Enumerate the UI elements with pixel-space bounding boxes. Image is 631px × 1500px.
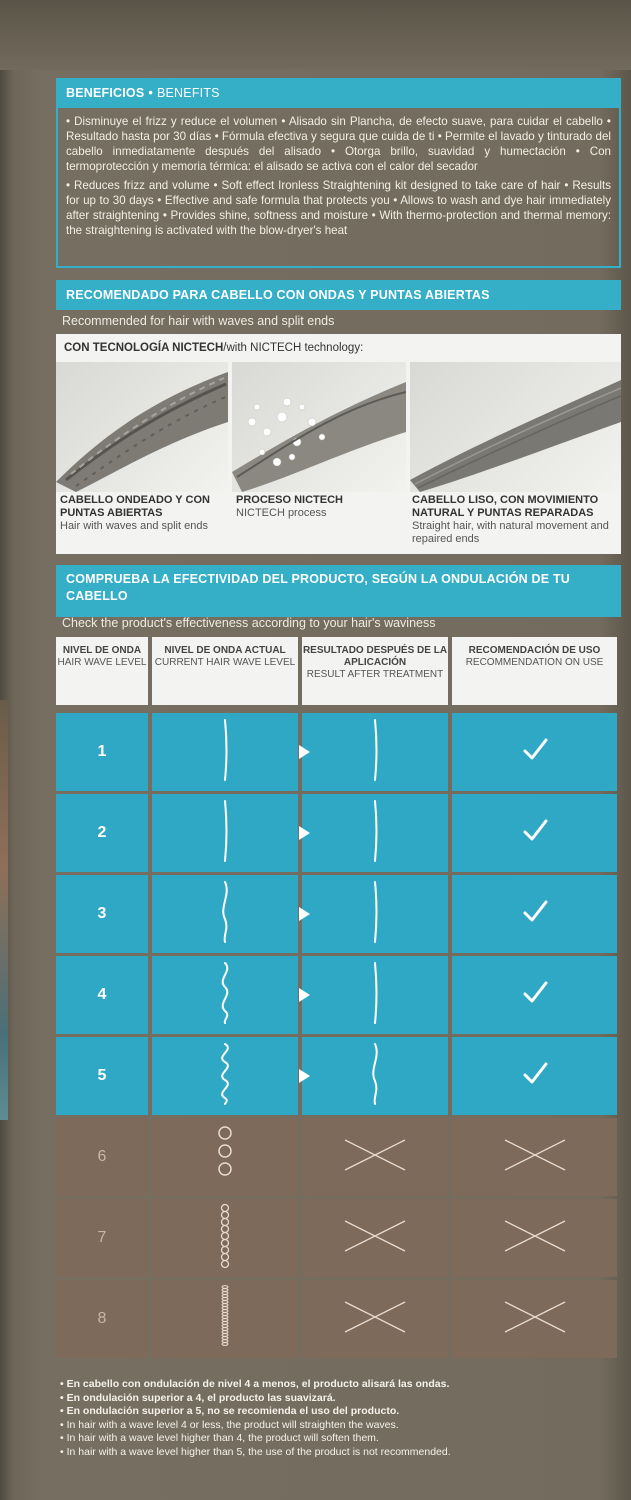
result-wave-icon bbox=[365, 715, 385, 790]
wave-icon bbox=[215, 1039, 235, 1114]
benefits-text-es: • Disminuye el frizz y reduce el volumen • Alisado sin Plancha, de efecto suave, para cuidar el cabello • Resultado hasta por 30 días • Fórmula efectiva y segura que cuida de ti • Permite el lavado y tinturado del cabello inmediatamente después del alisado • Otorga brillo, suavidad y humectación • Con termoprotección y memoria térmica: el alisado se activa con el calor del secador bbox=[66, 115, 611, 173]
check-icon bbox=[520, 897, 550, 932]
recommended-subtitle: Recommended for hair with waves and split ends bbox=[62, 314, 335, 328]
cell-level bbox=[56, 956, 148, 1034]
level-number: 8 bbox=[97, 1310, 107, 1327]
cell-current-wave bbox=[152, 956, 298, 1034]
check-icon bbox=[520, 816, 550, 851]
level-number: 2 bbox=[97, 824, 107, 841]
table-row bbox=[56, 713, 621, 793]
caption-process-es: PROCESO NICTECH bbox=[236, 494, 343, 506]
header-result-en: RESULT AFTER TREATMENT bbox=[306, 669, 444, 680]
cell-recommendation bbox=[452, 875, 617, 953]
table-row bbox=[56, 1118, 621, 1198]
nictech-title-es: CON TECNOLOGÍA NICTECH bbox=[64, 342, 224, 354]
result-wave-icon bbox=[365, 958, 385, 1033]
caption-wavy bbox=[60, 494, 228, 533]
recommended-title-es: RECOMENDADO PARA CABELLO CON ONDAS Y PUNTAS ABIERTAS bbox=[66, 288, 490, 302]
caption-wavy-es: CABELLO ONDEADO Y CON PUNTAS ABIERTAS bbox=[60, 494, 210, 519]
recommended-header bbox=[56, 280, 621, 310]
cell-level bbox=[56, 1199, 148, 1277]
level-number: 1 bbox=[97, 743, 107, 760]
cell-result bbox=[302, 794, 448, 872]
check-icon bbox=[520, 1059, 550, 1094]
arrow-right-icon bbox=[299, 826, 310, 840]
table-row bbox=[56, 956, 621, 1036]
check-header bbox=[56, 565, 621, 617]
cell-level bbox=[56, 875, 148, 953]
check-title-es: COMPRUEBA LA EFECTIVIDAD DEL PRODUCTO, SEGÚN LA ONDULACIÓN DE TU CABELLO bbox=[66, 572, 571, 603]
nictech-box bbox=[56, 334, 621, 554]
cell-level bbox=[56, 1037, 148, 1115]
header-current-level-en: CURRENT HAIR WAVE LEVEL bbox=[154, 657, 296, 668]
result-wave-icon bbox=[365, 796, 385, 871]
curl-icon bbox=[215, 1281, 235, 1358]
cell-recommendation bbox=[452, 794, 617, 872]
caption-process-en: NICTECH process bbox=[236, 507, 327, 519]
table-row bbox=[56, 1199, 621, 1279]
arrow-right-icon bbox=[299, 745, 310, 759]
arrow-right-icon bbox=[299, 907, 310, 921]
nictech-process-image bbox=[232, 362, 406, 492]
cross-icon bbox=[500, 1297, 570, 1342]
wave-icon bbox=[215, 796, 235, 871]
cell-recommendation bbox=[452, 713, 617, 791]
table-row bbox=[56, 875, 621, 955]
caption-straight-es: CABELLO LISO, CON MOVIMIENTO NATURAL Y PUNTAS REPARADAS bbox=[412, 494, 599, 519]
curl-icon bbox=[215, 1119, 235, 1196]
check-icon bbox=[520, 978, 550, 1013]
cell-result bbox=[302, 956, 448, 1034]
table-row bbox=[56, 1037, 621, 1117]
header-current-level bbox=[152, 637, 298, 705]
benefits-separator: • bbox=[148, 86, 153, 100]
note-2: • En ondulación superior a 4, el producto las suavizará. bbox=[60, 1391, 336, 1404]
nictech-title-en: /with NICTECH technology: bbox=[223, 342, 364, 354]
arrow-right-icon bbox=[299, 988, 310, 1002]
cross-icon bbox=[340, 1216, 410, 1261]
table-header bbox=[56, 637, 621, 709]
cell-result bbox=[302, 1118, 448, 1196]
cell-recommendation bbox=[452, 956, 617, 1034]
benefits-title-en: BENEFITS bbox=[156, 86, 220, 100]
benefits-header bbox=[56, 78, 621, 108]
cell-result bbox=[302, 1037, 448, 1115]
level-number: 3 bbox=[97, 905, 107, 922]
level-number: 7 bbox=[97, 1229, 107, 1246]
caption-straight-en: Straight hair, with natural movement and repaired ends bbox=[412, 520, 609, 545]
result-wave-icon bbox=[365, 1039, 385, 1114]
cell-level bbox=[56, 713, 148, 791]
cell-level bbox=[56, 1280, 148, 1358]
cell-current-wave bbox=[152, 1199, 298, 1277]
cell-current-wave bbox=[152, 1037, 298, 1115]
wave-icon bbox=[215, 877, 235, 952]
level-number: 4 bbox=[97, 986, 107, 1003]
level-number: 6 bbox=[97, 1148, 107, 1165]
cell-recommendation bbox=[452, 1118, 617, 1196]
cell-recommendation bbox=[452, 1037, 617, 1115]
header-wave-level-es: NIVEL DE ONDA bbox=[62, 645, 142, 656]
benefits-text-box bbox=[56, 108, 621, 268]
cell-result bbox=[302, 875, 448, 953]
box-top-edge bbox=[0, 0, 631, 70]
check-subtitle: Check the product's effectiveness according to your hair's waviness bbox=[62, 616, 436, 630]
cell-current-wave bbox=[152, 1280, 298, 1358]
caption-process bbox=[236, 494, 406, 520]
wave-icon bbox=[215, 715, 235, 790]
note-5: • In hair with a wave level higher than 4, the product will soften them. bbox=[60, 1432, 379, 1444]
cell-recommendation bbox=[452, 1280, 617, 1358]
note-4: • In hair with a wave level 4 or less, the product will straighten the waves. bbox=[60, 1418, 399, 1431]
header-recommendation bbox=[452, 637, 617, 705]
nictech-title bbox=[64, 342, 363, 354]
table-row bbox=[56, 794, 621, 874]
header-result-es: RESULTADO DESPUÉS DE LA APLICACIÓN bbox=[302, 645, 448, 668]
note-3: • En ondulación superior a 5, no se recomienda el uso del producto. bbox=[60, 1405, 400, 1417]
benefits-text-en: • Reduces frizz and volume • Soft effect Ironless Straightening kit designed to take care of hair • Results for up to 30 days • Effective and safe formula that protects you • Allows to wash and dye hair immediately after straightening • Provides shine, softness and moisture • With thermo-protection and thermal memory: the straightening is activated with the blow-dryer's heat bbox=[66, 179, 611, 237]
cross-icon bbox=[340, 1135, 410, 1180]
cross-icon bbox=[500, 1135, 570, 1180]
caption-straight bbox=[412, 494, 617, 546]
cell-result bbox=[302, 713, 448, 791]
cross-icon bbox=[500, 1216, 570, 1261]
cell-result bbox=[302, 1280, 448, 1358]
result-wave-icon bbox=[365, 877, 385, 952]
wavy-hair-image bbox=[56, 362, 228, 492]
note-1: • En cabello con ondulación de nivel 4 a menos, el producto alisará las ondas. bbox=[60, 1378, 450, 1390]
check-icon bbox=[520, 735, 550, 770]
box-side-strip bbox=[0, 700, 8, 1120]
straight-hair-image bbox=[410, 362, 621, 492]
cell-result bbox=[302, 1199, 448, 1277]
curl-icon bbox=[215, 1200, 235, 1277]
cross-icon bbox=[340, 1297, 410, 1342]
header-result bbox=[302, 637, 448, 705]
cell-current-wave bbox=[152, 875, 298, 953]
note-6: • In hair with a wave level higher than 5, the use of the product is not recommended. bbox=[60, 1445, 451, 1458]
header-recommendation-en: RECOMMENDATION ON USE bbox=[465, 657, 604, 668]
cell-current-wave bbox=[152, 1118, 298, 1196]
wave-icon bbox=[215, 958, 235, 1033]
header-wave-level-en: HAIR WAVE LEVEL bbox=[57, 657, 147, 668]
header-recommendation-es: RECOMENDACIÓN DE USO bbox=[468, 645, 601, 656]
arrow-right-icon bbox=[299, 1069, 310, 1083]
header-wave-level bbox=[56, 637, 148, 705]
header-current-level-es: NIVEL DE ONDA ACTUAL bbox=[164, 645, 286, 656]
cell-level bbox=[56, 1118, 148, 1196]
cell-recommendation bbox=[452, 1199, 617, 1277]
caption-wavy-en: Hair with waves and split ends bbox=[60, 520, 208, 532]
cell-current-wave bbox=[152, 794, 298, 872]
benefits-title-es: BENEFICIOS bbox=[66, 86, 145, 100]
table-row bbox=[56, 1280, 621, 1360]
cell-level bbox=[56, 794, 148, 872]
cell-current-wave bbox=[152, 713, 298, 791]
notes bbox=[60, 1378, 620, 1459]
level-number: 5 bbox=[97, 1067, 107, 1084]
